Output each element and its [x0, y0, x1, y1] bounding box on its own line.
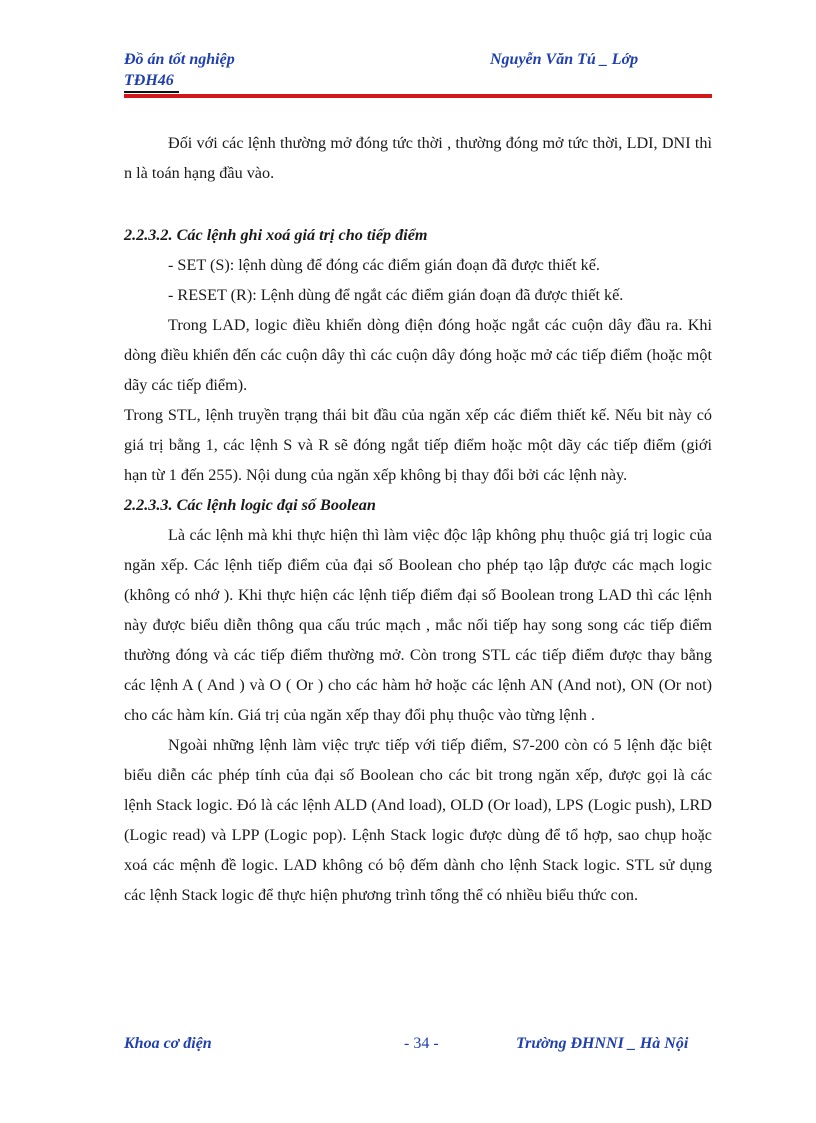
footer-faculty: Khoa cơ điện: [124, 1035, 212, 1052]
footer-university: Trường ĐHNNI _ Hà Nội: [516, 1035, 689, 1052]
header-author: Nguyễn Văn Tú _ Lớp: [490, 51, 639, 68]
page-body: [124, 128, 712, 910]
section-heading-boolean: 2.2.3.3. Các lệnh logic đại số Boolean: [124, 496, 376, 514]
list-item-reset: - RESET (R): Lệnh dùng để ngắt các điểm gián đoạn đã được thiết kế.: [168, 286, 624, 304]
paragraph-contact-operands: Đối với các lệnh thường mở đóng tức thời , thường đóng mở tức thời, LDI, DNI thì n là toán hạng đầu vào.: [124, 134, 712, 182]
page-number: - 34 -: [404, 1035, 439, 1052]
paragraph-lad-logic: Trong LAD, logic điều khiển dòng điện đóng hoặc ngắt các cuộn dây đầu ra. Khi dòng điều khiển đến các cuộn dây thì các cuộn dây đóng hoặc mở các tiếp điểm (hoặc một dãy các tiếp điểm).: [124, 316, 712, 394]
list-item-set: - SET (S): lệnh dùng để đóng các điểm gián đoạn đã được thiết kế.: [168, 256, 600, 274]
paragraph-boolean-instructions: Là các lệnh mà khi thực hiện thì làm việc độc lập không phụ thuộc giá trị logic của ngăn xếp. Các lệnh tiếp điểm của đại số Boolean cho phép tạo lập được các mạch logic (không có nhớ ). Khi thực hiện các lệnh tiếp điểm đại số Boolean trong LAD thì các lệnh này được biểu diễn thông qua cấu trúc mạch , mắc nối tiếp hay song song các tiếp điểm thường đóng và các tiếp điểm thường mở. Còn trong STL các tiếp điểm được thay bằng các lệnh A ( And ) và O ( Or ) cho các hàm hở hoặc các lệnh AN (And not), ON (Or not) cho các hàm kín. Giá trị của ngăn xếp thay đổi phụ thuộc vào từng lệnh .: [124, 526, 712, 724]
header-divider: [124, 94, 712, 98]
paragraph-stack-logic: Ngoài những lệnh làm việc trực tiếp với tiếp điểm, S7-200 còn có 5 lệnh đặc biệt biểu diễn các phép tính của đại số Boolean cho các bit trong ngăn xếp, được gọi là các lệnh Stack logic. Đó là các lệnh ALD (And load), OLD (Or load), LPS (Logic push), LRD (Logic read) và LPP (Logic pop). Lệnh Stack logic được dùng để tổ hợp, sao chụp hoặc xoá các mệnh đề logic. LAD không có bộ đếm dành cho lệnh Stack logic. STL sử dụng các lệnh Stack logic để thực hiện phương trình tổng thể có nhiều biểu thức con.: [124, 736, 712, 904]
header-document-title: Đồ án tốt nghiệp: [124, 51, 235, 68]
paragraph-stl-logic: Trong STL, lệnh truyền trạng thái bit đầu của ngăn xếp các điểm thiết kế. Nếu bit này có giá trị bằng 1, các lệnh S và R sẽ đóng ngắt tiếp điểm hoặc một dãy các tiếp điểm (giới hạn từ 1 đến 255). Nội dung của ngăn xếp không bị thay đổi bởi các lệnh này.: [124, 406, 712, 484]
section-heading-set-reset: 2.2.3.2. Các lệnh ghi xoá giá trị cho tiếp điểm: [124, 226, 428, 244]
header-short-rule: [124, 91, 179, 93]
section-spacer: [124, 188, 712, 220]
header-class-code: TĐH46: [124, 72, 174, 89]
